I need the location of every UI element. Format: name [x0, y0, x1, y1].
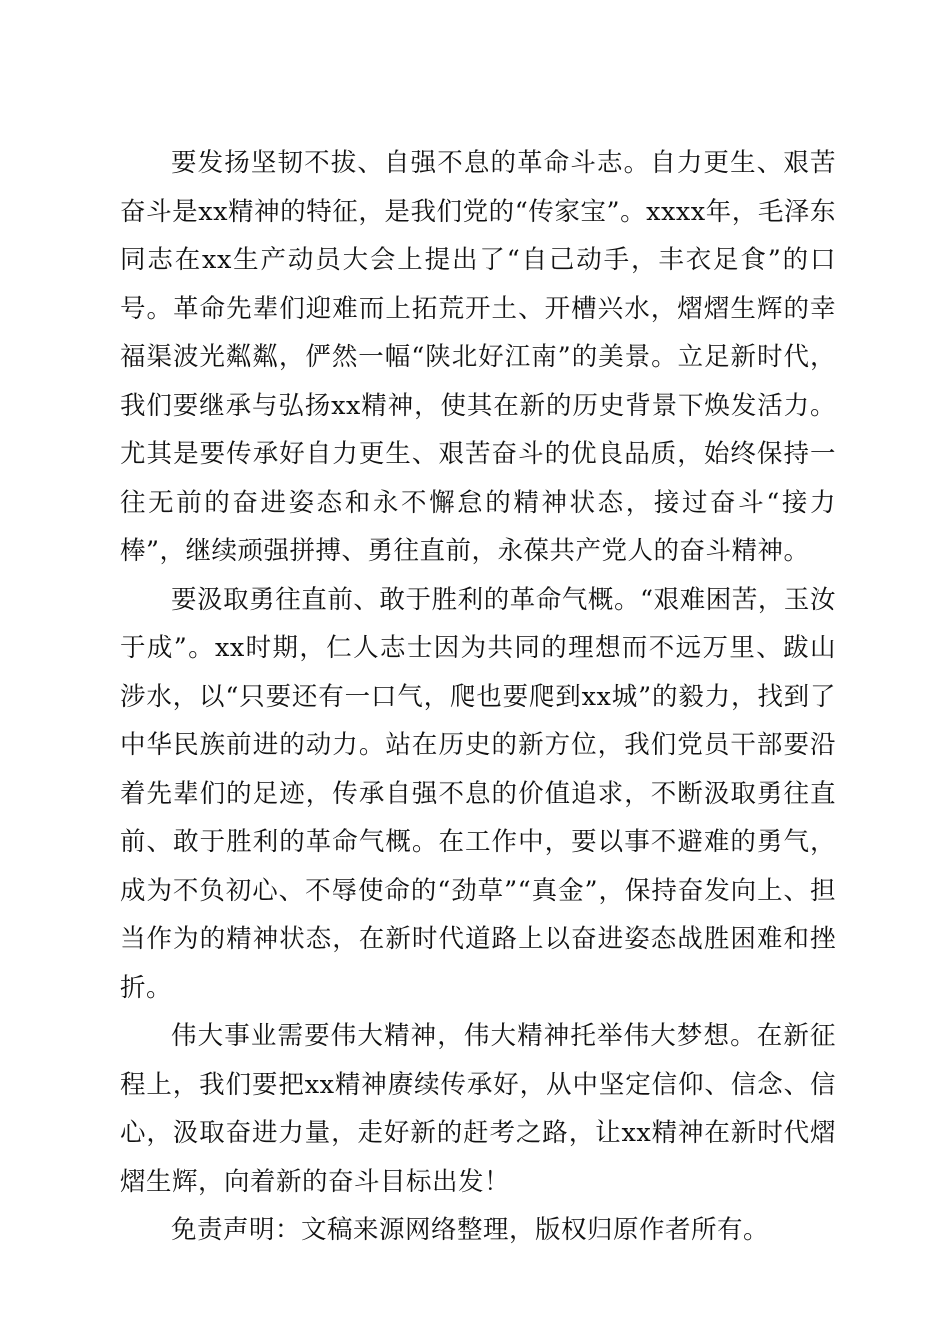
paragraph-spirit-of-struggle: 要发扬坚韧不拔、自强不息的革命斗志。自力更生、艰苦奋斗是xx精神的特征，是我们党的“传家宝”。xxxx年，毛泽东同志在xx生产动员大会上提出了“自己动手，丰衣足食”的口号。革命先辈们迎难而上拓荒开土、开槽兴水，熠熠生辉的幸福渠波光粼粼，俨然一幅“陕北好江南”的美景。立足新时代，我们要继承与弘扬xx精神，使其在新的历史背景下焕发活力。尤其是要传承好自力更生、艰苦奋斗的优良品质，始终保持一往无前的奋进姿态和永不懈怠的精神状态，接过奋斗“接力棒”，继续顽强拼搏、勇往直前，永葆共产党人的奋斗精神。 [120, 148, 836, 566]
paragraph-revolutionary-courage: 要汲取勇往直前、敢于胜利的革命气概。“艰难困苦，玉汝于成”。xx时期，仁人志士因为共同的理想而不远万里、跋山涉水，以“只要还有一口气，爬也要爬到xx城”的毅力，找到了中华民族前进的动力。站在历史的新方位，我们党员干部要沿着先辈们的足迹，传承自强不息的价值追求，不断汲取勇往直前、敢于胜利的革命气概。在工作中，要以事不避难的勇气，成为不负初心、不辱使命的“劲草”“真金”，保持奋发向上、担当作为的精神状态，在新时代道路上以奋进姿态战胜困难和挫折。 [120, 584, 836, 1003]
paragraph-disclaimer: 免责声明：文稿来源网络整理，版权归原作者所有。 [171, 1215, 770, 1245]
document-body [120, 139, 836, 1255]
paragraph-conclusion: 伟大事业需要伟大精神，伟大精神托举伟大梦想。在新征程上，我们要把xx精神赓续传承好，从中坚定信仰、信念、信心，汲取奋进力量，走好新的赶考之路，让xx精神在新时代熠熠生辉，向着新的奋斗目标出发！ [120, 1021, 836, 1197]
